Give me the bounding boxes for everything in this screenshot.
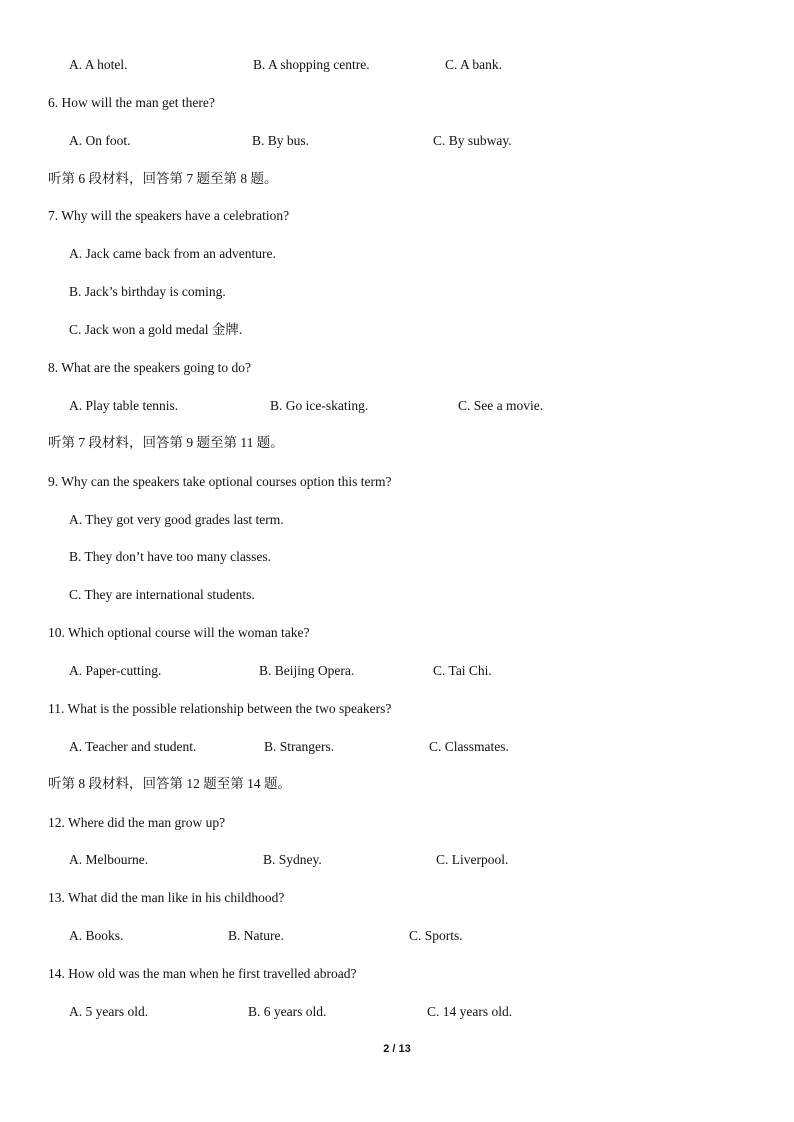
option-c: C. See a movie. (458, 398, 544, 413)
option-b: B. By bus. (252, 133, 310, 148)
option-b: B. Beijing Opera. (259, 663, 355, 678)
question-8: 8. What are the speakers going to do? (48, 360, 251, 375)
option-c: C. Jack won a gold medal 金牌. (69, 322, 243, 337)
option-b: B. A shopping centre. (253, 57, 370, 72)
option-a: A. Books. (69, 928, 124, 943)
option-a: A. Play table tennis. (69, 398, 179, 413)
option-c: C. Liverpool. (436, 852, 509, 867)
option-b: B. Go ice-skating. (270, 398, 369, 413)
question-14: 14. How old was the man when he first travelled abroad? (48, 966, 357, 981)
section-instruction: 听第 8 段材料，回答第 12 题至第 14 题。 (48, 776, 291, 791)
option-a: A. 5 years old. (69, 1004, 149, 1019)
option-b: B. Nature. (228, 928, 284, 943)
page-number: 2 / 13 (383, 1043, 411, 1055)
option-b: B. Strangers. (264, 739, 335, 754)
option-c: C. Sports. (409, 928, 463, 943)
question-7: 7. Why will the speakers have a celebration? (48, 208, 290, 223)
section-instruction: 听第 6 段材料，回答第 7 题至第 8 题。 (48, 171, 278, 186)
section-instruction: 听第 7 段材料，回答第 9 题至第 11 题。 (48, 435, 284, 450)
option-c: C. By subway. (433, 133, 512, 148)
option-a: A. Melbourne. (69, 852, 149, 867)
option-b: B. They don’t have too many classes. (69, 549, 271, 564)
option-b: B. 6 years old. (248, 1004, 327, 1019)
question-6: 6. How will the man get there? (48, 95, 215, 110)
option-b: B. Sydney. (263, 852, 322, 867)
option-c: C. A bank. (445, 57, 503, 72)
option-c: C. Classmates. (429, 739, 509, 754)
option-a: A. Paper-cutting. (69, 663, 162, 678)
question-9: 9. Why can the speakers take optional courses option this term? (48, 474, 392, 489)
question-10: 10. Which optional course will the woman take? (48, 625, 310, 640)
option-a: A. On foot. (69, 133, 131, 148)
option-a: A. They got very good grades last term. (69, 512, 284, 527)
question-12: 12. Where did the man grow up? (48, 815, 226, 830)
option-c: C. 14 years old. (427, 1004, 513, 1019)
question-13: 13. What did the man like in his childhood? (48, 890, 285, 905)
option-c: C. Tai Chi. (433, 663, 492, 678)
option-c: C. They are international students. (69, 587, 255, 602)
option-a: A. Jack came back from an adventure. (69, 246, 276, 261)
option-b: B. Jack’s birthday is coming. (69, 284, 226, 299)
question-11: 11. What is the possible relationship between the two speakers? (48, 701, 392, 716)
option-a: A. Teacher and student. (69, 739, 197, 754)
option-a: A. A hotel. (69, 57, 128, 72)
